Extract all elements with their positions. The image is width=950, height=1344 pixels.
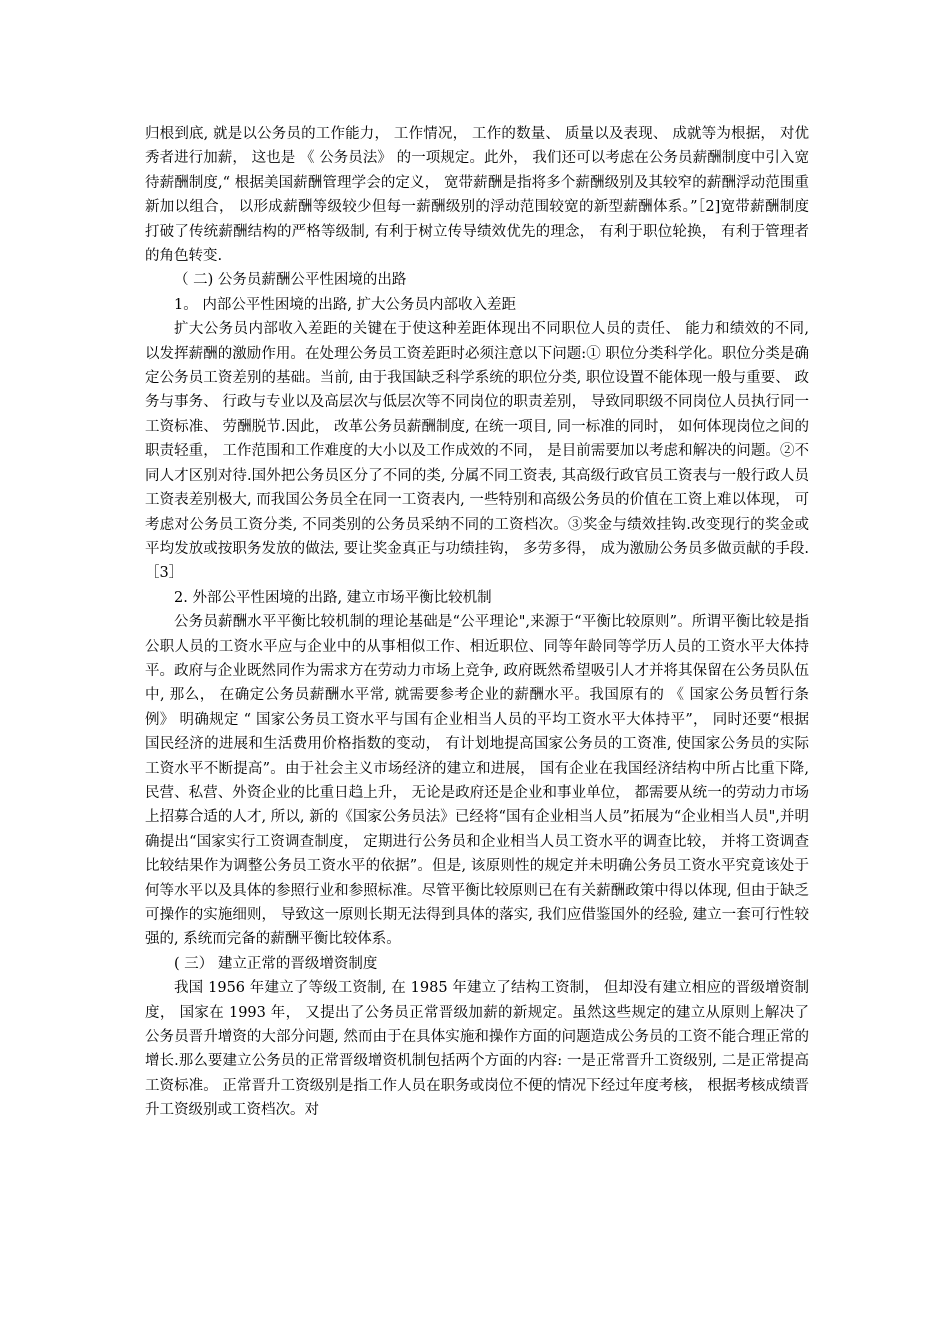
section-heading-3: ( 三） 建立正常的晋级增资制度 (174, 955, 378, 972)
body-paragraph-1: 归根到底, 就是以公务员的工作能力， 工作情况， 工作的数量、 质量以及表现、 成就等为根据， 对优秀者进行加薪， 这也是 《 公务员法》 的一项规定。此外， 我们还可以考虑在公务员薪酬制度中引入宽待薪酬制度,“ 根据美国薪酬管理学会的定义， 宽带薪酬是指将多个薪酬级别及其较窄的薪酬浮动范围重新加以组合， 以形成薪酬等级较少但每一薪酬级别的浮动范围较宽的新型薪酬体系。”［2]宽带薪酬制度打破了传统薪酬结构的严格等级制, 有利于树立传导绩效优先的理念， 有利于职位轮换， 有利于管理者的角色转变. (145, 126, 809, 265)
section-heading-2: （ 二) 公务员薪酬公平性困境的出路 (174, 272, 407, 289)
subsection-heading-external: 2. 外部公平性困境的出路, 建立市场平衡比较机制 (174, 589, 492, 606)
subsection-heading-internal: 1。 内部公平性困境的出路, 扩大公务员内部收入差距 (174, 296, 517, 313)
body-paragraph-promotion: 我国 1956 年建立了等级工资制, 在 1985 年建立了结构工资制， 但却没有建立相应的晋级增资制度， 国家在 1993 年， 又提出了公务员正常晋级加薪的新规定。虽然这些规定的建立从原则上解决了公务员晋升增资的大部分问题, 然而由于在具体实施和操作方面的问题造成公务员的工资不能合理正常的增长.那么要建立公务员的正常晋级增资机制包括两个方面的内容: 一是正常晋升工资级别, 二是正常提高工资标准。 正常晋升工资级别是指工作人员在职务或岗位不便的情况下经过年度考核， 根据考核成绩晋升工资级别或工资档次。对 (145, 980, 809, 1119)
body-paragraph-external: 公务员薪酬水平平衡比较机制的理论基础是“公平理论",来源于“平衡比较原则”。所谓平衡比较是指公职人员的工资水平应与企业中的从事相似工作、相近职位、同等年龄同等学历人员的工资水平大体持平。政府与企业既然同作为需求方在劳动力市场上竞争, 政府既然希望吸引人才并将其保留在公务员队伍中, 那么， 在确定公务员薪酬水平常, 就需要参考企业的薪酬水平。我国原有的 《 国家公务员暂行条例》 明确规定 “ 国家公务员工资水平与国有企业相当人员的平均工资水平大体持平”， 同时还要“根据国民经济的进展和生活费用价格指数的变动， 有计划地提高国家公务员的工资准, 使国家公务员的实际工资水平不断提高”。由于社会主义市场经济的建立和进展， 国有企业在我国经济结构中所占比重下降, 民营、私营、外资企业的比重日趋上升， 无论是政府还是企业和事业单位， 都需要从统一的劳动力市场上招募合适的人才, 所以, 新的《国家公务员法》已经将“国有企业相当人员”拓展为“企业相当人员",并明确提出“国家实行工资调查制度， 定期进行公务员和企业相当人员工资水平的调查比较， 并将工资调查比较结果作为调整公务员工资水平的依据”。但是, 该原则性的规定并未明确公务员工资水平究竟该处于何等水平以及具体的参照行业和参照标准。尽管平衡比较原则已在有关薪酬政策中得以体现, 但由于缺乏可操作的实施细则， 导致这一原则长期无法得到具体的落实, 我们应借鉴国外的经验, 建立一套可行性较强的, 系统而完备的薪酬平衡比较体系。 (145, 614, 809, 948)
body-paragraph-internal: 扩大公务员内部收入差距的关键在于使这种差距体现出不同职位人员的责任、 能力和绩效的不同, 以发挥薪酬的激励作用。在处理公务员工资差距时必须注意以下问题:① 职位分类科学化。职位分类是确定公务员工资差别的基础。当前, 由于我国缺乏科学系统的职位分类, 职位设置不能体现一般与重要、 政务与事务、 行政与专业以及高层次与低层次等不同岗位的职责差别， 导致同职级不同岗位人员执行同一工资标准、 劳酬脱节.因此， 改革公务员薪酬制度, 在统一项目, 同一标准的同时， 如何体现岗位之间的职责轻重， 工作范围和工作难度的大小以及工作成效的不同， 是目前需要加以考虑和解决的问题。②不同人才区别对待.国外把公务员区分了不同的类, 分属不同工资表, 其高级行政官员工资表与一般行政人员工资表差别极大, 而我国公务员全在同一工资表内, 一些特别和高级公务员的价值在工资上难以体现， 可考虑对公务员工资分类, 不同类别的公务员采纳不同的工资档次。③奖金与绩效挂钩.改变现行的奖金或平均发放或按职务发放的做法, 要让奖金真正与功绩挂钩， 多劳多得， 成为激励公务员多做贡献的手段.［3］ (145, 321, 809, 582)
document-page (145, 122, 809, 1123)
